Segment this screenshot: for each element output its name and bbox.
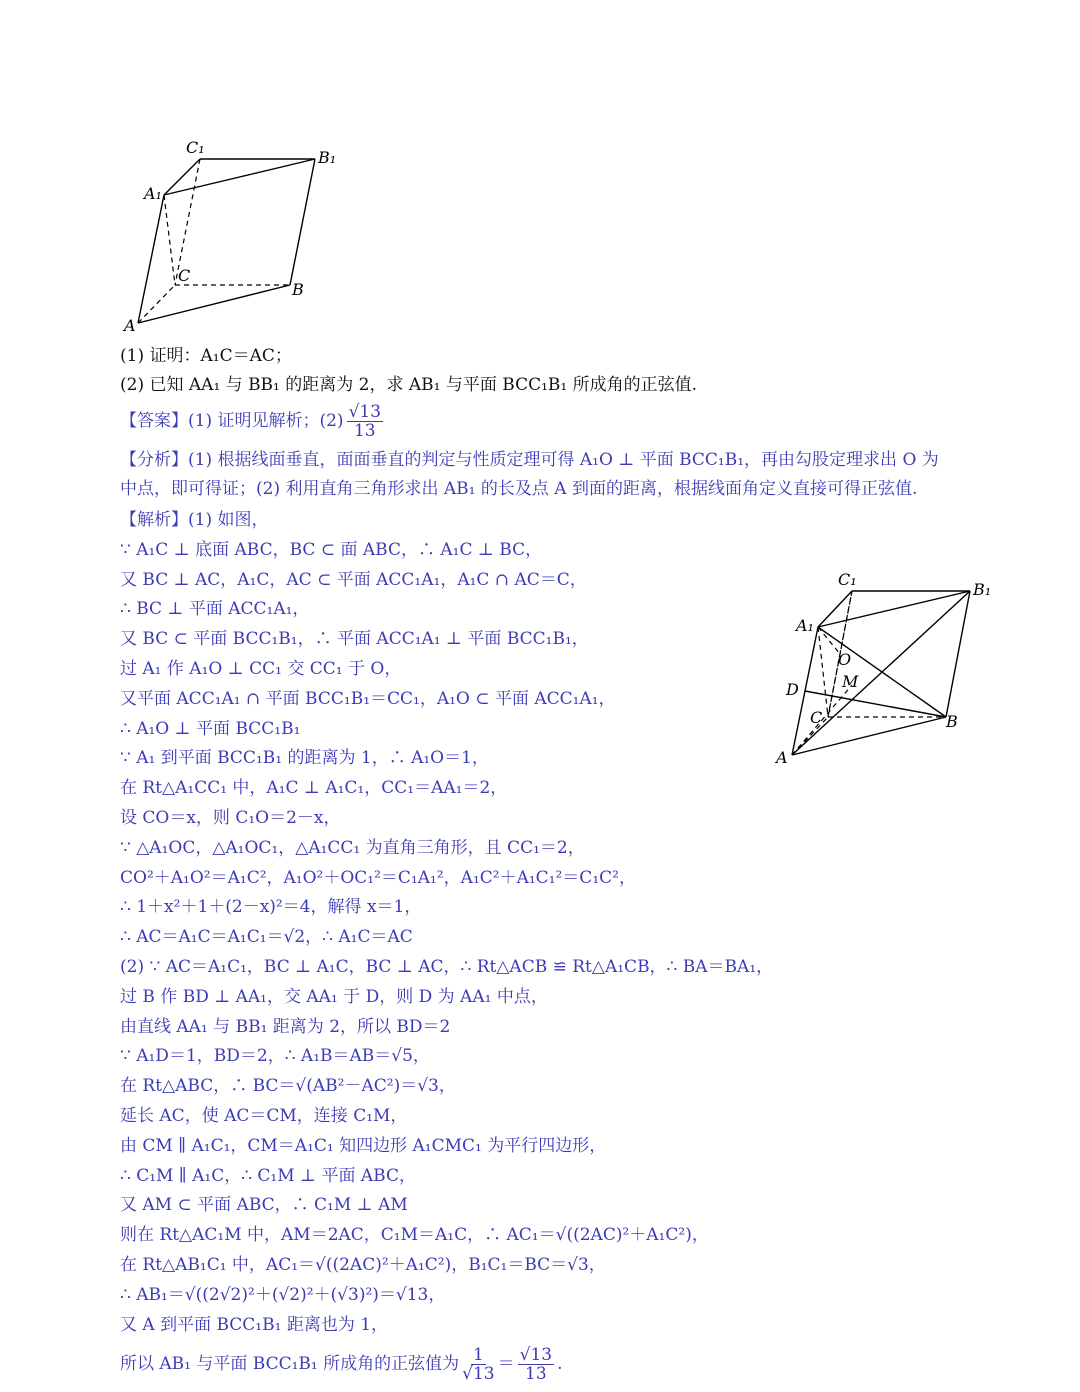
prism-diagram-2 (770, 565, 1000, 775)
label-b1: B₁ (318, 148, 337, 167)
prism-figure-1 (120, 135, 340, 335)
solution-line: 【解析】(1) 如图， (120, 510, 269, 530)
question-part-1: (1) 证明：A₁C＝AC； (120, 346, 292, 366)
label-a1: A₁ (796, 616, 814, 635)
final-fraction-2-denominator: 13 (525, 1364, 547, 1384)
answer-fraction (347, 403, 383, 440)
edge-a1c1 (164, 159, 200, 195)
solution-line: 由直线 AA₁ 与 BB₁ 距离为 2，所以 BD＝2 (120, 1017, 451, 1037)
final-fraction-1 (462, 1346, 494, 1383)
answer-line (120, 402, 386, 440)
label-a: A (124, 316, 136, 335)
solution-line: 由 CM ∥ A₁C₁，CM＝A₁C₁ 知四边形 A₁CMC₁ 为平行四边形， (120, 1136, 607, 1156)
edge-a1b1 (818, 591, 970, 627)
solution-line: ∵ A₁ 到平面 BCC₁B₁ 的距离为 1，∴ A₁O＝1， (120, 748, 489, 768)
solution-line: ∴ C₁M ∥ A₁C，∴ C₁M ⊥ 平面 ABC， (120, 1166, 416, 1186)
label-c1: C₁ (186, 138, 205, 157)
label-b: B (292, 280, 304, 299)
analysis-line-1: 【分析】(1) 根据线面垂直，面面垂直的判定与性质定理可得 A₁O ⊥ 平面 BCC₁B₁，再由勾股定理求出 O 为 (120, 450, 939, 470)
edge-bb1 (290, 159, 315, 285)
question-part-2: (2) 已知 AA₁ 与 BB₁ 的距离为 2，求 AB₁ 与平面 BCC₁B₁ 所成角的正弦值. (120, 375, 698, 395)
label-d: D (786, 680, 799, 699)
solution-line: ∴ A₁O ⊥ 平面 BCC₁B₁ (120, 719, 301, 739)
solution-line: ∴ AB₁＝√((2√2)²＋(√2)²＋(√3)²)＝√13， (120, 1285, 446, 1305)
solution-line: ∵ A₁C ⊥ 底面 ABC，BC ⊂ 面 ABC，∴ A₁C ⊥ BC， (120, 540, 543, 560)
final-fraction-1-numerator: 1 (472, 1345, 484, 1365)
edge-a1c-hidden (818, 627, 828, 717)
edge-aa1 (138, 195, 164, 323)
solution-line: ∴ 1＋x²＋1＋(2－x)²＝4，解得 x＝1， (120, 897, 422, 917)
solution-line: 过 B 作 BD ⊥ AA₁，交 AA₁ 于 D，则 D 为 AA₁ 中点， (120, 987, 548, 1007)
solution-line: 在 Rt△AB₁C₁ 中，AC₁＝√((2AC)²＋A₁C²)，B₁C₁＝BC＝√3， (120, 1255, 606, 1275)
final-fraction-1-denominator: √13 (462, 1364, 495, 1384)
solution-line: 则在 Rt△AC₁M 中，AM＝2AC，C₁M＝A₁C，∴ AC₁＝√((2AC)²＋A₁C²)， (120, 1225, 709, 1245)
edge-ab1 (792, 591, 970, 755)
label-o: O (838, 650, 852, 669)
solution-line: 延长 AC，使 AC＝CM，连接 C₁M， (120, 1106, 408, 1126)
label-b1: B₁ (973, 580, 992, 599)
solution-line: ∴ BC ⊥ 平面 ACC₁A₁， (120, 599, 310, 619)
solution-line: (2) ∵ AC＝A₁C₁，BC ⊥ A₁C，BC ⊥ AC，∴ Rt△ACB ≌ Rt△A₁CB，∴ BA＝BA₁， (120, 957, 774, 977)
solution-line: 又 AM ⊂ 平面 ABC，∴ C₁M ⊥ AM (120, 1195, 408, 1215)
label-a1: A₁ (144, 184, 162, 203)
label-c: C (810, 708, 823, 727)
label-c: C (178, 266, 191, 285)
final-answer-line (120, 1344, 563, 1384)
solution-line: ∵ A₁D＝1，BD＝2，∴ A₁B＝AB＝√5， (120, 1046, 430, 1066)
edge-ab (138, 285, 290, 323)
solution-line: 设 CO＝x，则 C₁O＝2－x， (120, 808, 341, 828)
solution-line: 又 A 到平面 BCC₁B₁ 距离也为 1， (120, 1315, 389, 1335)
final-equals: ＝ (497, 1354, 515, 1374)
solution-line: CO²＋A₁O²＝A₁C²，A₁O²＋OC₁²＝C₁A₁²，A₁C²＋A₁C₁²＝C₁C²， (120, 868, 636, 888)
answer-prefix: 【答案】(1) 证明见解析；(2) (120, 411, 344, 431)
final-period: . (557, 1354, 563, 1374)
solution-line: 过 A₁ 作 A₁O ⊥ CC₁ 交 CC₁ 于 O， (120, 659, 402, 679)
solution-line: 在 Rt△ABC，∴ BC＝√(AB²－AC²)＝√3， (120, 1076, 456, 1096)
final-prefix: 所以 AB₁ 与平面 BCC₁B₁ 所成角的正弦值为 (120, 1354, 460, 1374)
label-m: M (842, 672, 859, 691)
label-c1: C₁ (838, 570, 857, 589)
answer-fraction-numerator: √13 (348, 402, 382, 422)
solution-line: ∴ AC＝A₁C＝A₁C₁＝√2，∴ A₁C＝AC (120, 927, 413, 947)
label-b: B (946, 712, 958, 731)
solution-line: 在 Rt△A₁CC₁ 中，A₁C ⊥ A₁C₁，CC₁＝AA₁＝2， (120, 778, 508, 798)
edge-a1b1 (164, 159, 315, 195)
solution-line: 又 BC ⊂ 平面 BCC₁B₁，∴ 平面 ACC₁A₁ ⊥ 平面 BCC₁B₁， (120, 629, 589, 649)
answer-fraction-denominator: 13 (353, 421, 376, 441)
edge-a1c-hidden (164, 195, 175, 285)
segment-bd (805, 691, 946, 717)
prism-figure-2 (770, 565, 1000, 775)
edge-ac-hidden (138, 285, 175, 323)
edge-a1c1 (818, 591, 852, 627)
final-fraction-2-numerator: √13 (519, 1345, 553, 1365)
final-fraction-2 (518, 1346, 554, 1383)
solution-line: 又 BC ⊥ AC，A₁C，AC ⊂ 平面 ACC₁A₁，A₁C ∩ AC＝C， (120, 570, 587, 590)
prism-diagram-1 (120, 135, 340, 335)
analysis-line-2: 中点，即可得证；(2) 利用直角三角形求出 AB₁ 的长及点 A 到面的距离，根据线面角定义直接可得正弦值. (120, 479, 918, 499)
solution-line: 又平面 ACC₁A₁ ∩ 平面 BCC₁B₁＝CC₁，A₁O ⊂ 平面 ACC₁A₁， (120, 689, 616, 709)
label-a: A (776, 748, 788, 767)
solution-line: ∵ △A₁OC，△A₁OC₁，△A₁CC₁ 为直角三角形，且 CC₁＝2， (120, 838, 585, 858)
